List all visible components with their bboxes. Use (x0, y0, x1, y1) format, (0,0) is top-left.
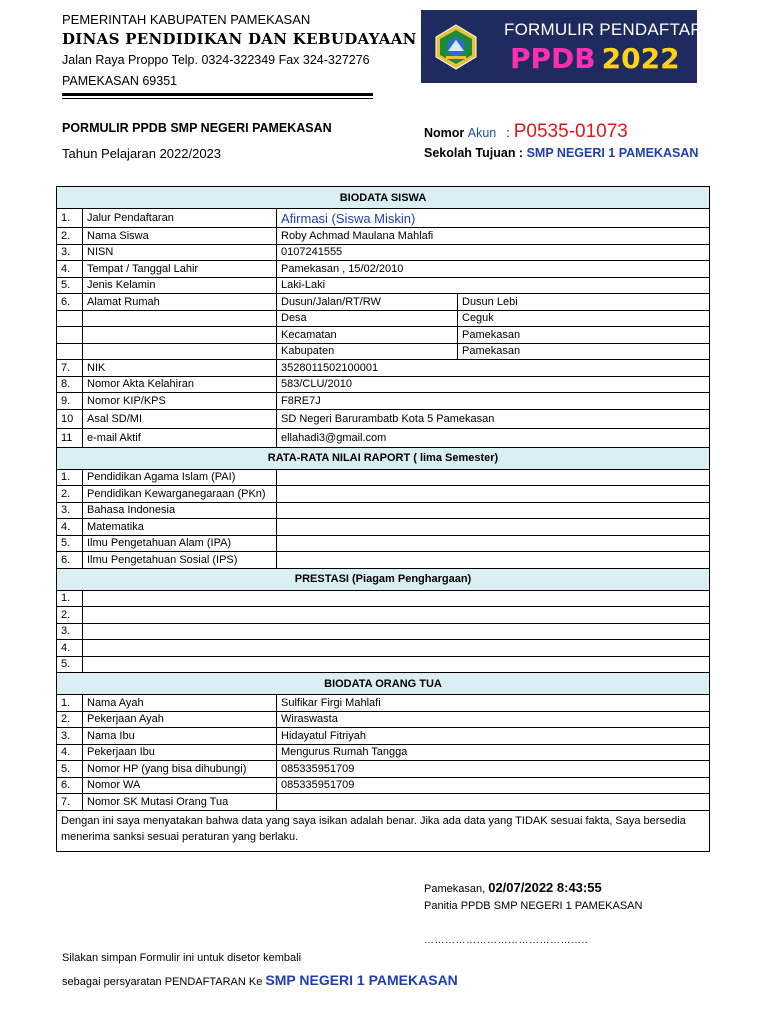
section-title: BIODATA ORANG TUA (57, 673, 710, 695)
row-label: Ilmu Pengetahuan Sosial (IPS) (83, 552, 277, 569)
signature-place: Pamekasan, (424, 883, 486, 895)
section-orang-tua (57, 673, 710, 695)
row-value: 583/CLU/2010 (277, 376, 710, 393)
row-no: 6. (57, 294, 83, 311)
table-row (57, 486, 710, 503)
row-label: Bahasa Indonesia (83, 502, 277, 519)
row-label: Nama Ibu (83, 728, 277, 745)
table-row (57, 711, 710, 728)
row-no: 5. (57, 535, 83, 552)
row-no: 11 (57, 428, 83, 447)
address-field: Kabupaten (277, 343, 458, 360)
dept-address: Jalan Raya Proppo Telp. 0324-322349 Fax 324-327276 (62, 53, 370, 67)
row-value: 085335951709 (277, 761, 710, 778)
row-no: 6. (57, 777, 83, 794)
row-no: 3. (57, 728, 83, 745)
row-label: Tempat / Tanggal Lahir (83, 261, 277, 278)
table-row (57, 535, 710, 552)
declaration-text: Dengan ini saya menyatakan bahwa data yang saya isikan adalah benar. Jika ada data yang TIDAK sesuai fakta, Saya bersedia menerima sanksi sesuai peraturan yang berlaku. (57, 810, 710, 851)
table-row (57, 343, 710, 360)
row-label: Alamat Rumah (83, 294, 277, 311)
row-label: Nomor WA (83, 777, 277, 794)
table-row (57, 244, 710, 261)
table-row (57, 777, 710, 794)
tujuan-label: Sekolah Tujuan : (424, 146, 524, 160)
row-label: Jalur Pendaftaran (83, 209, 277, 228)
table-row (57, 640, 710, 657)
akun-label: Akun (467, 126, 497, 140)
row-label: Nama Siswa (83, 228, 277, 245)
banner-ppdb-text: PPDB (510, 42, 596, 75)
banner-year: 2022 (601, 42, 680, 75)
row-label: Nomor SK Mutasi Orang Tua (83, 794, 277, 811)
row-value (83, 607, 710, 624)
row-value: 085335951709 (277, 777, 710, 794)
row-value: Pamekasan , 15/02/2010 (277, 261, 710, 278)
banner-title: FORMULIR PENDAFTARAN (504, 20, 727, 39)
row-no: 9. (57, 393, 83, 410)
registration-form-table (56, 186, 710, 852)
row-no: 6. (57, 552, 83, 569)
signature-date (424, 880, 602, 895)
row-no: 5. (57, 277, 83, 294)
row-value: Roby Achmad Maulana Mahlafi (277, 228, 710, 245)
row-label: Jenis Kelamin (83, 277, 277, 294)
row-no: 1. (57, 695, 83, 712)
section-title: BIODATA SISWA (57, 187, 710, 209)
header-rule-thin (62, 98, 373, 99)
table-row (57, 590, 710, 607)
row-no: 2. (57, 228, 83, 245)
form-title: PORMULIR PPDB SMP NEGERI PAMEKASAN (62, 121, 332, 135)
address-value: Pamekasan (458, 327, 710, 344)
row-label: NIK (83, 360, 277, 377)
row-value (83, 590, 710, 607)
address-field: Desa (277, 310, 458, 327)
signature-line: ……………………………………….. (424, 935, 589, 946)
footer-note-prefix: sebagai persyaratan PENDAFTARAN Ke (62, 976, 263, 988)
section-title: PRESTASI (Piagam Penghargaan) (57, 568, 710, 590)
row-label: Asal SD/MI (83, 409, 277, 428)
row-no: 2. (57, 486, 83, 503)
table-row (57, 376, 710, 393)
table-row (57, 761, 710, 778)
table-row (57, 794, 710, 811)
row-value: 0107241555 (277, 244, 710, 261)
row-no: 4. (57, 744, 83, 761)
table-row (57, 519, 710, 536)
row-label: Pendidikan Agama Islam (PAI) (83, 469, 277, 486)
table-row (57, 294, 710, 311)
signature-committee: Panitia PPDB SMP NEGERI 1 PAMEKASAN (424, 900, 643, 912)
row-no: 4. (57, 519, 83, 536)
table-row (57, 209, 710, 228)
registration-number (424, 121, 628, 143)
address-value: Dusun Lebi (458, 294, 710, 311)
row-label: Pekerjaan Ayah (83, 711, 277, 728)
row-no: 2. (57, 711, 83, 728)
table-row (57, 552, 710, 569)
row-no: 1. (57, 590, 83, 607)
header-rule-thick (62, 93, 373, 96)
row-label: Pekerjaan Ibu (83, 744, 277, 761)
row-no: 3. (57, 623, 83, 640)
table-row (57, 695, 710, 712)
declaration-row (57, 810, 710, 851)
footer-note-1: Silakan simpan Formulir ini untuk disetor kembali (62, 952, 302, 964)
row-value (277, 502, 710, 519)
nomor-value: P0535-01073 (513, 121, 628, 142)
dept-name: DINAS PENDIDIKAN DAN KEBUDAYAAN (62, 30, 417, 48)
row-value (277, 469, 710, 486)
row-value: Sulfikar Firgi Mahlafi (277, 695, 710, 712)
section-title: RATA-RATA NILAI RAPORT ( lima Semester) (57, 447, 710, 469)
row-no: 8. (57, 376, 83, 393)
row-value: Mengurus Rumah Tangga (277, 744, 710, 761)
row-label: Nomor KIP/KPS (83, 393, 277, 410)
table-row (57, 228, 710, 245)
footer-school: SMP NEGERI 1 PAMEKASAN (265, 972, 458, 988)
school-year: Tahun Pelajaran 2022/2023 (62, 146, 222, 161)
table-row (57, 623, 710, 640)
row-value: 3528011502100001 (277, 360, 710, 377)
row-label: Ilmu Pengetahuan Alam (IPA) (83, 535, 277, 552)
banner-ppdb (510, 42, 680, 75)
gov-name: PEMERINTAH KABUPATEN PAMEKASAN (62, 12, 311, 27)
row-no: 1. (57, 209, 83, 228)
row-value: SD Negeri Barurambatb Kota 5 Pamekasan (277, 409, 710, 428)
row-label: Nama Ayah (83, 695, 277, 712)
jalur-value: Afirmasi (Siswa Miskin) (277, 209, 710, 228)
row-value (83, 640, 710, 657)
row-no: 7. (57, 360, 83, 377)
row-label: NISN (83, 244, 277, 261)
row-value (277, 535, 710, 552)
table-row (57, 327, 710, 344)
table-row (57, 428, 710, 447)
section-biodata-siswa (57, 187, 710, 209)
row-value: Laki-Laki (277, 277, 710, 294)
row-value (277, 486, 710, 503)
signature-datetime: 02/07/2022 8:43:55 (488, 880, 602, 895)
row-no: 4. (57, 640, 83, 657)
table-row (57, 360, 710, 377)
table-row (57, 607, 710, 624)
row-value: Hidayatul Fitriyah (277, 728, 710, 745)
row-no: 2. (57, 607, 83, 624)
regency-emblem-icon (432, 23, 480, 71)
row-no: 1. (57, 469, 83, 486)
table-row (57, 409, 710, 428)
table-row (57, 393, 710, 410)
row-label: Nomor HP (yang bisa dihubungi) (83, 761, 277, 778)
row-value (277, 794, 710, 811)
table-row (57, 277, 710, 294)
table-row (57, 469, 710, 486)
table-row (57, 744, 710, 761)
row-no: 5. (57, 761, 83, 778)
row-value: F8RE7J (277, 393, 710, 410)
row-no: 4. (57, 261, 83, 278)
row-no: 10 (57, 409, 83, 428)
row-value: Wiraswasta (277, 711, 710, 728)
row-label: Nomor Akta Kelahiran (83, 376, 277, 393)
dept-city: PAMEKASAN 69351 (62, 74, 178, 88)
row-value: ellahadi3@gmail.com (277, 428, 710, 447)
table-row (57, 310, 710, 327)
address-value: Pamekasan (458, 343, 710, 360)
row-no: 7. (57, 794, 83, 811)
row-value (277, 519, 710, 536)
section-raport (57, 447, 710, 469)
table-row (57, 728, 710, 745)
table-row (57, 656, 710, 673)
row-label: e-mail Aktif (83, 428, 277, 447)
table-row (57, 261, 710, 278)
nomor-label: Nomor (424, 126, 465, 140)
row-no: 3. (57, 244, 83, 261)
tujuan-value: SMP NEGERI 1 PAMEKASAN (526, 146, 699, 160)
section-prestasi (57, 568, 710, 590)
address-field: Dusun/Jalan/RT/RW (277, 294, 458, 311)
destination-school (424, 146, 698, 160)
row-value (277, 552, 710, 569)
address-value: Ceguk (458, 310, 710, 327)
table-row (57, 502, 710, 519)
nomor-colon: : (506, 126, 510, 140)
row-value (83, 656, 710, 673)
row-label: Pendidikan Kewarganegaraan (PKn) (83, 486, 277, 503)
row-no: 5. (57, 656, 83, 673)
row-label: Matematika (83, 519, 277, 536)
row-no: 3. (57, 502, 83, 519)
row-value (83, 623, 710, 640)
address-field: Kecamatan (277, 327, 458, 344)
footer-note-2 (62, 972, 458, 988)
